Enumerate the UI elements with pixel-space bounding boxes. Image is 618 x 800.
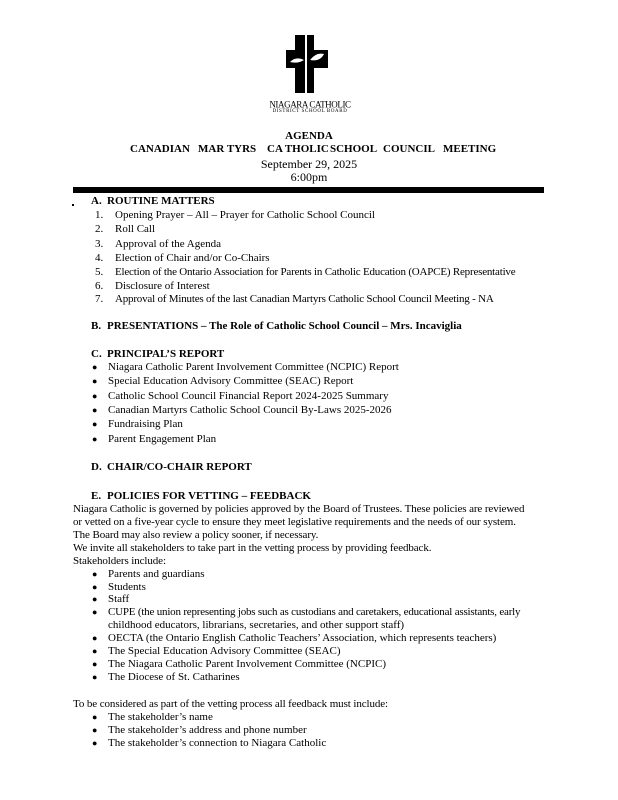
item-text: Students (108, 581, 146, 593)
bullet-icon: ● (92, 376, 98, 386)
bullet-icon: ● (92, 725, 98, 735)
logo-name: NIAGARA CATHOLIC (269, 98, 351, 110)
meeting-word: COUNCIL (383, 143, 435, 155)
item-number: 3. (95, 238, 104, 250)
meeting-date: September 29, 2025 (260, 157, 358, 171)
item-text: Election of Chair and/or Co-Chairs (115, 252, 270, 264)
meeting-word: MAR TYRS (198, 143, 257, 155)
bullet-icon: ● (92, 391, 98, 401)
item-text: The stakeholder’s connection to Niagara Catholic (108, 737, 327, 749)
bullet-icon: ● (92, 646, 98, 656)
item-text: The Diocese of St. Catharines (108, 671, 240, 683)
item-text: The Niagara Catholic Parent Involvement Committee (NCPIC) (108, 658, 386, 670)
section-letter: C. (91, 348, 102, 360)
item-number: 5. (95, 266, 104, 278)
section-letter: B. (91, 320, 102, 332)
section-letter: A. (91, 195, 102, 207)
meeting-word: SCHOOL (330, 143, 378, 155)
item-text: The stakeholder’s address and phone number (108, 724, 307, 736)
bullet-icon: ● (92, 672, 98, 682)
item-text: Parent Engagement Plan (108, 433, 217, 445)
bullet-icon: ● (92, 405, 98, 415)
bullet-icon: ● (92, 362, 98, 372)
item-number: 6. (95, 280, 104, 292)
item-number: 4. (95, 252, 104, 264)
item-text: Staff (108, 593, 130, 605)
bullet-icon: ● (92, 419, 98, 429)
policy-paragraph-line: We invite all stakeholders to take part in the vetting process by providing feedback. (73, 542, 432, 554)
meeting-word: CANADIAN (130, 143, 190, 155)
meeting-time: 6:00pm (290, 170, 328, 184)
item-number: 7. (95, 293, 104, 305)
bullet-icon: ● (92, 659, 98, 669)
item-text: The stakeholder’s name (108, 711, 213, 723)
policy-paragraph-line: Niagara Catholic is governed by policies approved by the Board of Trustees. These policies are reviewed (73, 503, 525, 515)
bullet-icon: ● (92, 582, 98, 592)
bullet-icon: ● (92, 594, 98, 604)
item-text: Roll Call (115, 223, 156, 235)
bullet-icon: ● (92, 633, 98, 643)
item-text: OECTA (the Ontario English Catholic Teachers’ Association, which represents teachers) (108, 632, 497, 644)
item-text: Disclosure of Interest (115, 280, 210, 292)
section-title: PRESENTATIONS – The Role of Catholic School Council – Mrs. Incaviglia (107, 320, 462, 332)
item-text: Niagara Catholic Parent Involvement Committee (NCPIC) Report (108, 361, 399, 373)
item-text: Election of the Ontario Association for Parents in Catholic Education (OAPCE) Representative (115, 266, 516, 278)
meeting-word: CA THOLIC (267, 143, 329, 155)
section-title: CHAIR/CO-CHAIR REPORT (107, 461, 252, 473)
feedback-intro: To be considered as part of the vetting process all feedback must include: (73, 698, 389, 710)
item-text: The Special Education Advisory Committee (SEAC) (108, 645, 341, 657)
item-number: 2. (95, 223, 104, 235)
item-text: Approval of the Agenda (115, 238, 221, 250)
policy-paragraph-line: Stakeholders include: (73, 555, 166, 567)
item-text: Catholic School Council Financial Report 2024-2025 Summary (108, 390, 389, 402)
meeting-word: MEETING (443, 143, 497, 155)
bullet-icon: ● (92, 712, 98, 722)
stray-dot (72, 204, 74, 206)
item-text: CUPE (the union representing jobs such as custodians and caretakers, educational assistants, early (108, 606, 521, 618)
bullet-icon: ● (92, 738, 98, 748)
item-text: Fundraising Plan (108, 418, 183, 430)
bullet-icon: ● (92, 569, 98, 579)
item-text: Canadian Martyrs Catholic School Council By-Laws 2025-2026 (108, 404, 392, 416)
bullet-icon: ● (92, 607, 98, 617)
section-letter: E. (91, 490, 102, 502)
niagara-catholic-logo (266, 33, 354, 115)
section-title: PRINCIPAL’S REPORT (107, 348, 225, 360)
agenda-title: AGENDA (285, 130, 333, 142)
item-text: Parents and guardians (108, 568, 205, 580)
bullet-icon: ● (92, 434, 98, 444)
item-text: Approval of Minutes of the last Canadian Martyrs Catholic School Council Meeting - NA (115, 293, 494, 305)
policy-paragraph-line: The Board may also review a policy sooner, if necessary. (73, 529, 319, 541)
item-number: 1. (95, 209, 104, 221)
policy-paragraph-line: or vetted on a five-year cycle to ensure they meet legislative requirements and the needs of our system. (73, 516, 516, 528)
section-letter: D. (91, 461, 102, 473)
header-divider (73, 187, 544, 193)
logo-subtitle: DISTRICT SCHOOL BOARD (272, 109, 348, 114)
section-title: ROUTINE MATTERS (107, 195, 215, 207)
item-text: childhood educators, librarians, secretaries, and other support staff) (108, 619, 405, 631)
item-text: Opening Prayer – All – Prayer for Catholic School Council (115, 209, 375, 221)
item-text: Special Education Advisory Committee (SEAC) Report (108, 375, 354, 387)
section-title: POLICIES FOR VETTING – FEEDBACK (107, 490, 311, 502)
